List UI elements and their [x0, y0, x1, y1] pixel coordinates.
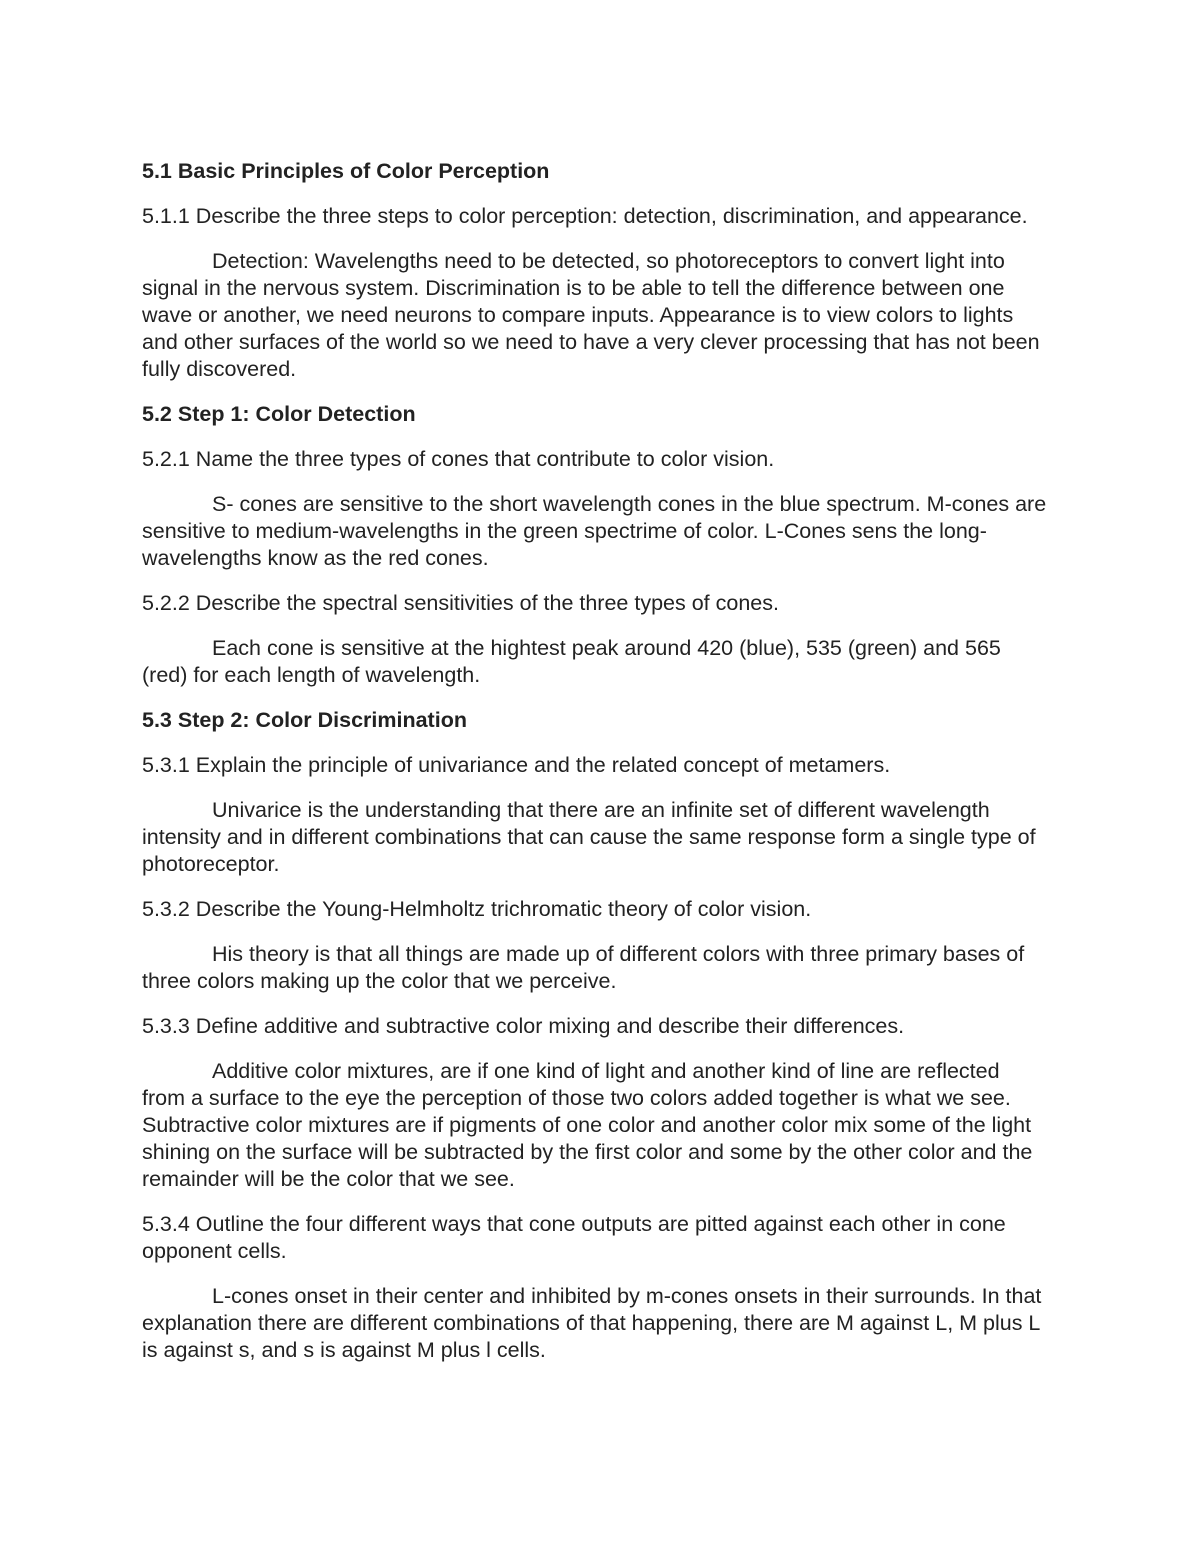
section-heading: 5.1 Basic Principles of Color Perception	[142, 159, 550, 183]
section-heading: 5.3 Step 2: Color Discrimination	[142, 708, 467, 732]
question-5-3-2: 5.3.2 Describe the Young-Helmholtz trichromatic theory of color vision.	[142, 897, 812, 921]
answer-5-3-2: His theory is that all things are made up of different colors with three primary bases of three colors making up the color that we perceive.	[142, 942, 1025, 993]
document-body	[142, 158, 1047, 1382]
answer-5-3-4: L-cones onset in their center and inhibited by m-cones onsets in their surrounds. In that explanation there are different combinations of that happening, there are M against L, M plus L is against s, and s is against M plus l cells.	[142, 1284, 1042, 1362]
answer-5-2-1: S- cones are sensitive to the short wavelength cones in the blue spectrum. M-cones are sensitive to medium-wavelengths in the green spectrime of color. L-Cones sens the long-wavelengths know as the red cones.	[142, 492, 1047, 570]
question-5-3-1: 5.3.1 Explain the principle of univariance and the related concept of metamers.	[142, 753, 891, 777]
section-heading: 5.2 Step 1: Color Detection	[142, 402, 416, 426]
answer-5-1-1: Detection: Wavelengths need to be detected, so photoreceptors to convert light into signal in the nervous system. Discrimination is to be able to tell the difference between one wave or another, we need neurons to compare inputs. Appearance is to view colors to lights and other surfaces of the world so we need to have a very clever processing that has not been fully discovered.	[142, 249, 1040, 381]
section-5-3	[142, 707, 1047, 1364]
question-5-3-3: 5.3.3 Define additive and subtractive color mixing and describe their differences.	[142, 1014, 905, 1038]
question-5-2-1: 5.2.1 Name the three types of cones that contribute to color vision.	[142, 447, 775, 471]
question-5-3-4: 5.3.4 Outline the four different ways that cone outputs are pitted against each other in cone opponent cells.	[142, 1212, 1006, 1263]
section-5-2	[142, 401, 1047, 689]
question-5-2-2: 5.2.2 Describe the spectral sensitivities of the three types of cones.	[142, 591, 779, 615]
answer-5-2-2: Each cone is sensitive at the hightest peak around 420 (blue), 535 (green) and 565 (red) for each length of wavelength.	[142, 636, 1001, 687]
answer-5-3-1: Univarice is the understanding that there are an infinite set of different wavelength intensity and in different combinations that can cause the same response form a single type of photoreceptor.	[142, 798, 1036, 876]
answer-5-3-3: Additive color mixtures, are if one kind of light and another kind of line are reflected from a surface to the eye the perception of those two colors added together is what we see. Subtractive color mixtures are if pigments of one color and another color mix some of the light shining on the surface will be subtracted by the first color and some by the other color and the remainder will be the color that we see.	[142, 1059, 1033, 1191]
question-5-1-1: 5.1.1 Describe the three steps to color perception: detection, discrimination, and appearance.	[142, 204, 1028, 228]
section-5-1	[142, 158, 1047, 383]
